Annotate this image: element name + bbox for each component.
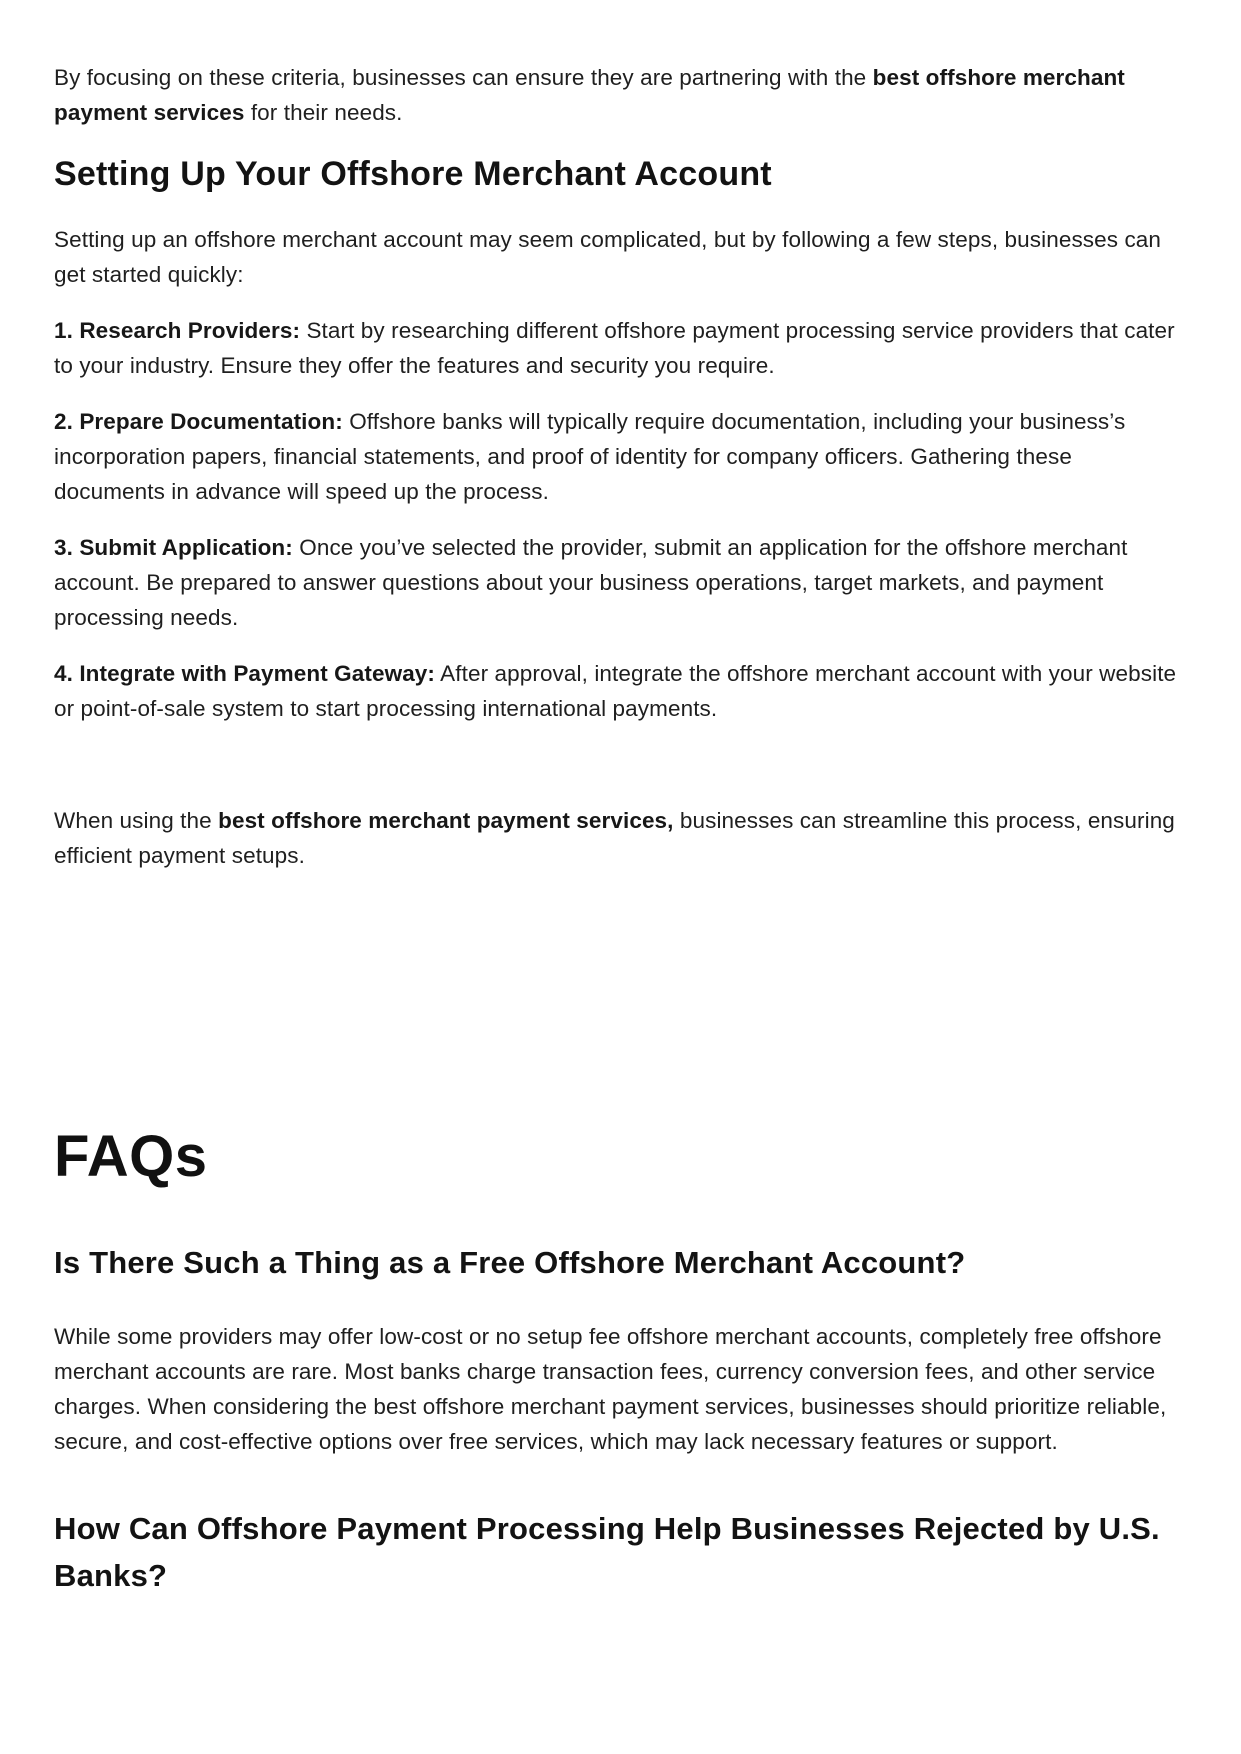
step-3-label: 3. Submit Application:: [54, 535, 293, 560]
step-2-text: Offshore banks will typically require documentation, including your business’s incorporation papers, financial statements, and proof of identity for company officers. Gathering these documents in advance will speed up the process.: [54, 409, 1126, 504]
faq-question-1: Is There Such a Thing as a Free Offshore Merchant Account?: [54, 1245, 966, 1280]
step-item-3: [54, 530, 1187, 635]
faq-question-2: How Can Offshore Payment Processing Help Businesses Rejected by U.S. Banks?: [54, 1511, 1160, 1593]
step-3-text: Once you’ve selected the provider, submit an application for the offshore merchant account. Be prepared to answer questions about your business operations, target markets, and payment processing needs.: [54, 535, 1128, 630]
faqs-title: FAQs: [54, 1124, 208, 1189]
step-item-2: [54, 404, 1187, 509]
closing-paragraph: [54, 803, 1187, 873]
closing-text-post: businesses can streamline this process, ensuring efficient payment setups.: [54, 808, 1175, 868]
faq-answer-1: While some providers may offer low-cost or no setup fee offshore merchant accounts, completely free offshore merchant accounts are rare. Most banks charge transaction fees, currency conversion fees, and other service charges. When considering the best offshore merchant payment services, businesses should prioritize reliable, secure, and cost-effective options over free services, which may lack necessary features or support.: [54, 1324, 1167, 1454]
intro-text-post: for their needs.: [244, 100, 403, 125]
intro-paragraph: [54, 60, 1187, 130]
setup-section-heading: Setting Up Your Offshore Merchant Account: [54, 155, 772, 193]
step-4-text: After approval, integrate the offshore merchant account with your website or point-of-sale system to start processing international payments.: [54, 661, 1177, 721]
step-1-label: 1. Research Providers:: [54, 318, 301, 343]
intro-text-pre: By focusing on these criteria, businesses can ensure they are partnering with the: [54, 65, 873, 90]
step-item-4: [54, 656, 1187, 726]
intro-bold-keyphrase: best offshore merchant payment services: [54, 65, 1125, 125]
step-4-label: 4. Integrate with Payment Gateway:: [54, 661, 436, 686]
step-item-1: [54, 313, 1187, 383]
setup-lead-paragraph: Setting up an offshore merchant account may seem complicated, but by following a few steps, businesses can get started quickly:: [54, 227, 1162, 287]
closing-bold-keyphrase: best offshore merchant payment services,: [218, 808, 674, 833]
closing-text-pre: When using the: [54, 808, 219, 833]
step-1-text: Start by researching different offshore payment processing service providers that cater to your industry. Ensure they offer the features and security you require.: [54, 318, 1175, 378]
step-2-label: 2. Prepare Documentation:: [54, 409, 343, 434]
